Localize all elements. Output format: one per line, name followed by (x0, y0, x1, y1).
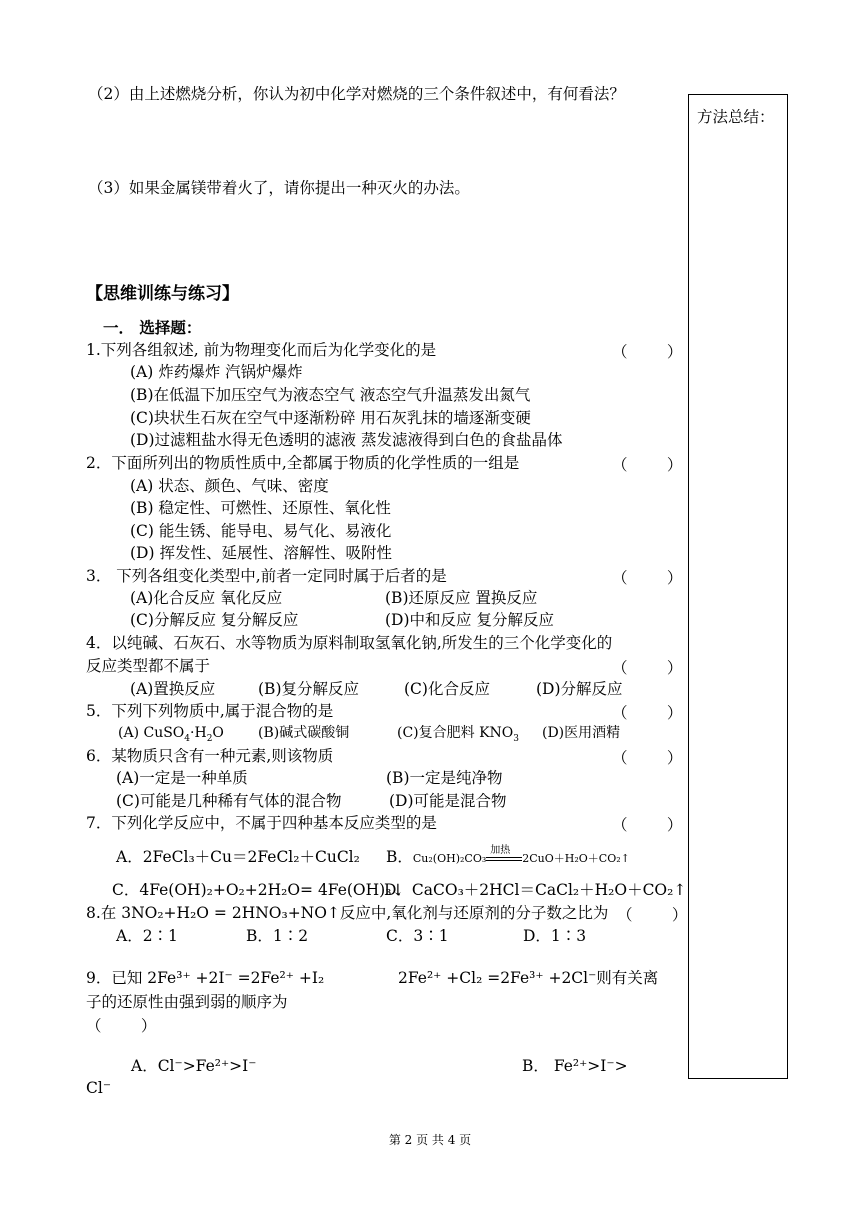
q1-option-d: (D)过滤粗盐水得无色透明的滤液 蒸发滤液得到白色的食盐晶体 (130, 431, 563, 449)
q4-option-c: (C)化合反应 (404, 680, 490, 698)
q8-option-d: D．1∶3 (523, 927, 587, 945)
q3-option-b: (B)还原反应 置换反应 (385, 589, 538, 607)
q5-option-d: (D)医用酒精 (542, 725, 621, 741)
q8-answer-blank: （ ） (617, 906, 688, 924)
q8-option-b: B．1∶2 (246, 927, 309, 945)
q5-option-b: (B)碱式碳酸铜 (258, 725, 350, 741)
q6-option-b: (B)一定是纯净物 (386, 769, 503, 787)
q1-answer-blank: （ ） (612, 343, 683, 361)
q9-stem-line1-part2: 2Fe²⁺ +Cl₂ =2Fe³⁺ +2Cl⁻则有关离 (398, 969, 659, 987)
q4-answer-blank: （ ） (612, 659, 683, 677)
q6-option-d: (D)可能是混合物 (389, 792, 507, 810)
q6-option-c: (C)可能是几种稀有气体的混合物 (116, 792, 342, 810)
section-title: 【思维训练与练习】 (86, 284, 239, 304)
q9-answer-blank: （ ） (86, 1017, 157, 1035)
q4-stem-line1: 4．以纯碱、石灰石、水等物质为原料制取氢氧化钠,所发生的三个化学变化的 (86, 634, 613, 652)
q7-option-c: C．4Fe(OH)₂+O₂+2H₂O= 4Fe(OH)₃↓ (112, 881, 405, 899)
q3-option-d: (D)中和反应 复分解反应 (385, 611, 554, 629)
q1-option-b: (B)在低温下加压空气为液态空气 液态空气升温蒸发出氮气 (130, 386, 531, 404)
q2-stem: 2．下面所列出的物质性质中,全都属于物质的化学性质的一组是 (86, 454, 520, 472)
q2-option-c: (C) 能生锈、能导电、易气化、易液化 (130, 522, 392, 540)
subsection-title: 一． 选择题： (103, 318, 202, 337)
heating-equals-sign: 加热 (486, 851, 522, 865)
q9-option-b: B． Fe²⁺>I⁻> (522, 1057, 628, 1075)
q9-stem-line2: 子的还原性由强到弱的顺序为 (86, 993, 288, 1011)
q5-option-a: (A) $CuSO_4\cdot H_2O$ (118, 725, 224, 744)
q1-option-c: (C)块状生石灰在空气中逐渐粉碎 用石灰乳抹的墙逐渐变硬 (130, 409, 531, 427)
q7-answer-blank: （ ） (612, 816, 683, 834)
q7-option-d: D．CaCO₃＋2HCl＝CaCl₂＋H₂O＋CO₂↑ (384, 881, 687, 899)
q4-stem-line2: 反应类型都不属于 (86, 657, 211, 675)
q2-option-b: (B) 稳定性、可燃性、还原性、氧化性 (130, 499, 391, 517)
q3-stem: 3． 下列各组变化类型中,前者一定同时属于后者的是 (86, 567, 447, 585)
q8-stem: 8.在 3NO₂+H₂O = 2HNO₃+NO↑反应中,氧化剂与还原剂的分子数之比为 (86, 904, 609, 922)
q3-answer-blank: （ ） (612, 569, 683, 587)
q5-option-c: (C)复合肥料 $KNO_3$ (397, 725, 520, 744)
q6-answer-blank: （ ） (612, 749, 683, 767)
q2-answer-blank: （ ） (612, 456, 683, 474)
page-footer: 第 2 页 共 4 页 (388, 1133, 472, 1147)
q8-option-c: C．3∶1 (386, 927, 449, 945)
q1-option-a: (A) 炸药爆炸 汽锅炉爆炸 (130, 363, 303, 381)
method-summary-title: 方法总结： (697, 108, 775, 126)
q5-stem: 5．下列下列物质中,属于混合物的是 (86, 702, 334, 720)
q2-option-d: (D) 挥发性、延展性、溶解性、吸附性 (130, 544, 392, 562)
q2-option-a: (A) 状态、颜色、气味、密度 (130, 477, 329, 495)
intro-question-3: （3）如果金属镁带着火了，请你提出一种灭火的办法。 (88, 179, 470, 197)
q4-option-d: (D)分解反应 (536, 680, 623, 698)
q4-option-b: (B)复分解反应 (258, 680, 359, 698)
q3-option-c: (C)分解反应 复分解反应 (130, 611, 299, 629)
q9-stem-line1-part1: 9．已知 2Fe³⁺ +2I⁻ =2Fe²⁺ +I₂ (86, 969, 325, 987)
q9-option-a: A．Cl⁻>Fe²⁺>I⁻ (131, 1057, 257, 1075)
q8-option-a: A．2∶1 (116, 927, 178, 945)
q7-stem: 7．下列化学反应中，不属于四种基本反应类型的是 (86, 814, 437, 832)
q6-stem: 6．某物质只含有一种元素,则该物质 (86, 747, 334, 765)
q7-option-b: B．Cu₂(OH)₂CO₃ 加热 2CuO＋H₂O＋CO₂↑ (386, 845, 630, 866)
q5-answer-blank: （ ） (612, 704, 683, 722)
q6-option-a: (A)一定是一种单质 (116, 769, 248, 787)
q1-stem: 1.下列各组叙述, 前为物理变化而后为化学变化的是 (86, 341, 437, 359)
intro-question-2: （2）由上述燃烧分析，你认为初中化学对燃烧的三个条件叙述中，有何看法？ (88, 85, 625, 103)
q3-option-a: (A)化合反应 氧化反应 (130, 589, 283, 607)
q9-option-b-continued: Cl⁻ (86, 1079, 111, 1097)
q4-option-a: (A)置换反应 (130, 680, 216, 698)
q7-option-a: A．2FeCl₃＋Cu＝2FeCl₂＋CuCl₂ (116, 848, 360, 866)
method-summary-box (688, 94, 788, 1079)
